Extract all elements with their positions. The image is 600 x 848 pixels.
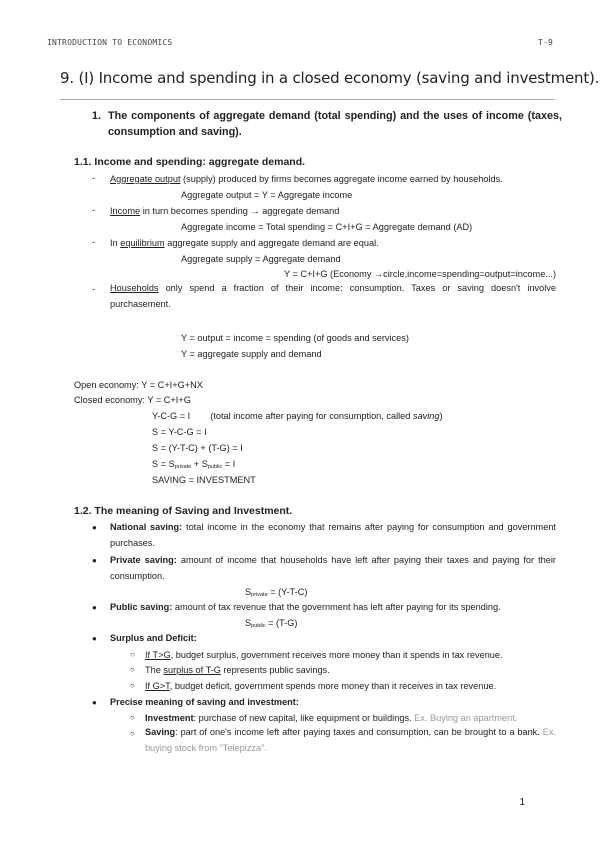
subscript: public: [251, 623, 266, 629]
header-course-title: INTRODUCTION TO ECONOMICS: [47, 38, 173, 47]
equation-note: ): [439, 411, 443, 421]
equation-s-private-public: [152, 458, 235, 473]
label-public-saving: Public saving:: [110, 602, 173, 612]
circle-bullet: ○: [130, 650, 135, 659]
item-investment: [145, 712, 517, 724]
formula-supply-demand: Aggregate supply = Aggregate demand: [181, 254, 341, 264]
term-income: Income: [110, 206, 141, 216]
term-saving: Saving: [145, 727, 176, 737]
equation-text: = I: [222, 459, 236, 469]
equation-saving-investment: SAVING = INVESTMENT: [152, 475, 256, 485]
example-saving: Ex. buying stock from "Telepizza".: [145, 727, 556, 753]
equation-s: S = Y-C-G = I: [152, 427, 207, 437]
equation-note-emphasis: saving: [412, 411, 440, 421]
formula-text: S: [245, 618, 252, 628]
circle-bullet: ○: [130, 729, 135, 738]
section-1-heading: [92, 108, 562, 140]
bullet-aggregate-output: [110, 173, 503, 185]
label-national-saving: National saving:: [110, 522, 183, 532]
bullet-private-saving: [110, 553, 556, 584]
page-number: 1: [519, 797, 525, 808]
bullet-dot: ●: [92, 556, 97, 565]
title-divider: [60, 99, 555, 100]
section-1-text: The components of aggregate demand (total spending) and the uses of income (taxes, consumption and saving).: [108, 110, 562, 138]
equation-y-c-g: [152, 410, 443, 422]
equation-text: + S: [191, 459, 208, 469]
header-topic-number: T-9: [537, 38, 553, 47]
subsection-1-2-heading: 1.2. The meaning of Saving and Investment.: [74, 505, 293, 517]
equation-text: S = S: [152, 459, 175, 469]
bullet-text: (supply) produced by firms becomes aggregate income earned by households.: [180, 174, 503, 184]
item-text: represents public savings.: [220, 665, 330, 675]
bullet-national-saving: [110, 520, 556, 551]
bullet-households: [110, 281, 556, 312]
equation-s-expanded: S = (Y-T-C) + (T-G) = I: [152, 443, 243, 453]
subscript: private: [251, 592, 268, 598]
bullet-equilibrium: [110, 237, 379, 249]
bullet-text: only spend a fraction of their income: consumption. Taxes or saving doesn't involve purchasement.: [110, 283, 556, 309]
subscript: private: [174, 464, 192, 470]
item-text: , budget deficit, government spends more money than it receives in tax revenue.: [169, 681, 497, 691]
page-title: 9. (I) Income and spending in a closed economy (saving and investment).: [60, 69, 600, 87]
bullet-dot: ●: [92, 698, 97, 707]
item-g-greater-t: [145, 680, 496, 692]
item-text: : part of one's income left after paying taxes and consumption, can be brought to a bank.: [175, 727, 543, 737]
label-precise-meaning: Precise meaning of saving and investment:: [110, 697, 299, 707]
label-surplus-deficit: Surplus and Deficit:: [110, 633, 197, 643]
bullet-text: In: [110, 238, 121, 248]
bullet-dot: ●: [92, 523, 97, 532]
open-economy-equation: Open economy: Y = C+I+G+NX: [74, 380, 203, 390]
circle-bullet: ○: [130, 681, 135, 690]
subscript: public: [207, 464, 223, 470]
example-investment: Ex. Buying an apartment.: [414, 713, 518, 723]
term-investment: Investment: [145, 713, 194, 723]
formula-public-saving: [245, 617, 297, 632]
subsection-1-1-heading: 1.1. Income and spending: aggregate demand.: [74, 156, 306, 168]
bullet-text: total income in the economy that remains after paying for consumption and government purchases.: [110, 522, 556, 548]
term-equilibrium: equilibrium: [120, 238, 165, 248]
label-private-saving: Private saving:: [110, 555, 177, 565]
formula-aggregate-income: Aggregate income = Total spending = C+I+G = Aggregate demand (AD): [181, 222, 473, 232]
term-t-greater-g: If T>G: [145, 650, 171, 660]
circle-bullet: ○: [130, 665, 135, 674]
term-surplus: surplus of T-G: [163, 665, 221, 675]
item-surplus: [145, 664, 330, 676]
formula-text: = (T-G): [265, 618, 298, 628]
item-text: The: [145, 665, 164, 675]
term-g-greater-t: If G>T: [145, 681, 170, 691]
bullet-text: in turn becomes spending → aggregate demand: [140, 206, 340, 216]
formula-text: S: [245, 587, 252, 597]
bullet-income: [110, 205, 339, 217]
bullet-public-saving: [110, 601, 501, 613]
formula-private-saving: [245, 586, 307, 601]
term-households: Households: [110, 283, 159, 293]
dash-bullet: -: [92, 205, 96, 215]
equation-note: (total income after paying for consumption, called: [210, 411, 413, 421]
bullet-text: amount of tax revenue that the government has left after paying for its spending.: [172, 602, 501, 612]
formula-text: = (Y-T-C): [267, 587, 308, 597]
formula-y-aggregate: Y = aggregate supply and demand: [181, 349, 322, 359]
formula-y-output: Y = output = income = spending (of goods and services): [181, 333, 409, 343]
bullet-dot: ●: [92, 634, 97, 643]
closed-economy-equation: Closed economy: Y = C+I+G: [74, 395, 191, 405]
dash-bullet: -: [92, 284, 96, 294]
equation-text: Y-C-G = I: [152, 411, 191, 421]
bullet-dot: ●: [92, 603, 97, 612]
item-text: : purchase of new capital, like equipment or buildings.: [193, 713, 415, 723]
formula-aggregate-output: Aggregate output = Y = Aggregate income: [181, 190, 353, 200]
bullet-text: amount of income that households have left after paying their taxes and paying for their consumption.: [110, 555, 556, 581]
dash-bullet: -: [92, 237, 96, 247]
term-aggregate-output: Aggregate output: [110, 174, 181, 184]
circle-bullet: ○: [130, 713, 135, 722]
formula-y-cig: Y = C+I+G (Economy →circle,income=spending=output=income...): [284, 269, 557, 279]
dash-bullet: -: [92, 173, 96, 183]
item-saving: [145, 725, 556, 756]
item-t-greater-g: [145, 649, 503, 661]
section-1-number: 1.: [92, 110, 102, 122]
bullet-text: aggregate supply and aggregate demand are equal.: [164, 238, 379, 248]
item-text: , budget surplus, government receives more money than it spends in tax revenue.: [170, 650, 503, 660]
